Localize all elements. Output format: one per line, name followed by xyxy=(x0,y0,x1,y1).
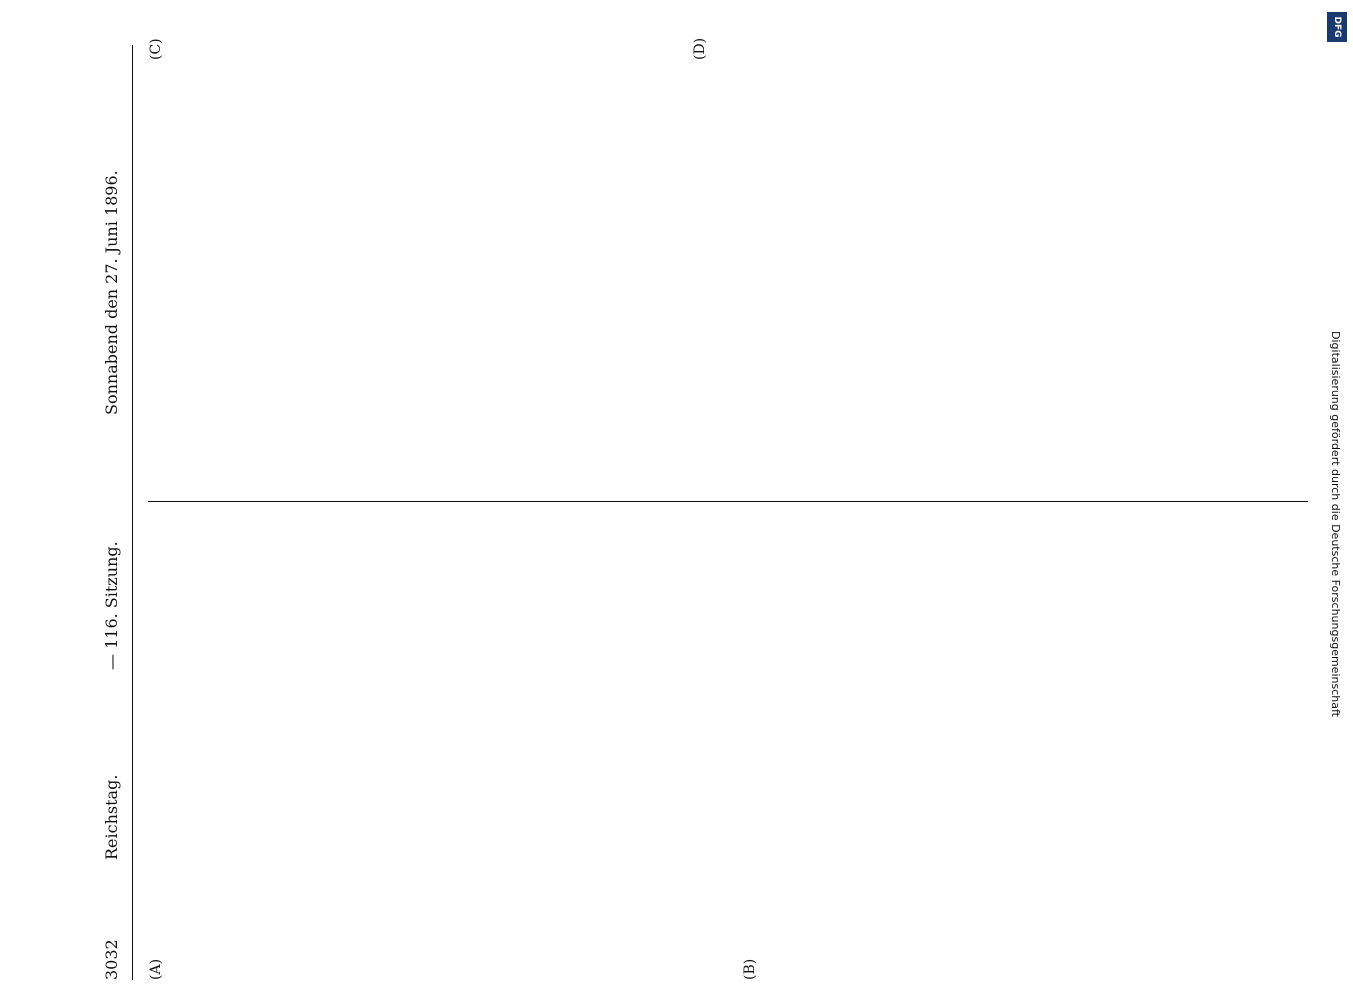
dfg-logo-text: DFG xyxy=(1332,16,1342,38)
printed-page xyxy=(92,37,1327,980)
digitization-notice xyxy=(1325,12,1349,992)
column-rule xyxy=(148,501,1308,502)
page xyxy=(92,37,1327,980)
margin-letter-a: (A) xyxy=(148,958,164,980)
margin-letter-b: (B) xyxy=(742,958,758,980)
margin-letter-c: (C) xyxy=(148,38,164,60)
running-head xyxy=(92,45,132,980)
page-number: 3032 xyxy=(102,939,121,980)
session-number: — 116. Sitzung. xyxy=(102,541,121,670)
session-date: Sonnabend den 27. Juni 1896. xyxy=(102,170,121,415)
publication-title: Reichstag. xyxy=(102,774,121,860)
body-column-right xyxy=(148,64,1313,494)
dfg-logo xyxy=(1327,12,1347,42)
header-rule xyxy=(132,45,133,980)
body-column-left xyxy=(148,500,1313,930)
digitization-notice-text: Digitalisierung gefördert durch die Deutsche Forschungsgemeinschaft xyxy=(1329,331,1342,717)
margin-letter-d: (D) xyxy=(692,37,708,60)
